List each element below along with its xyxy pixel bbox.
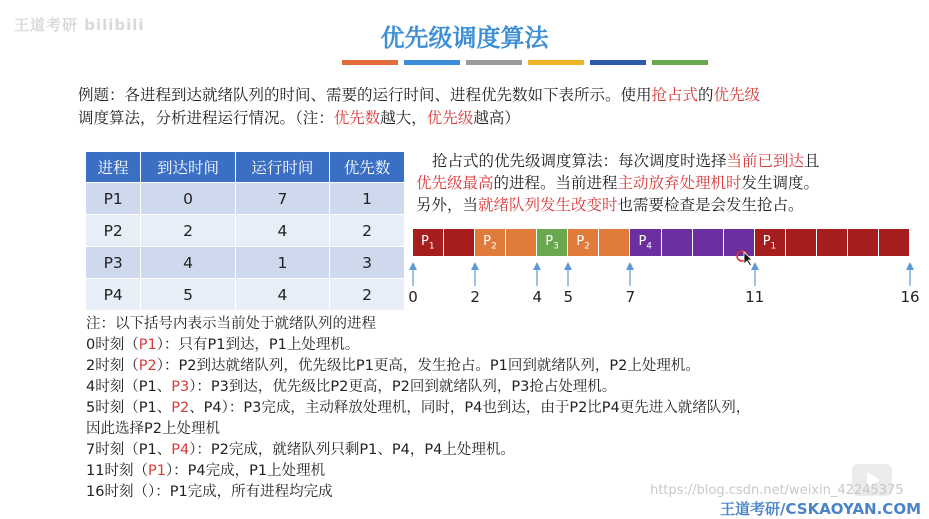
note-line xyxy=(86,335,906,356)
note-line xyxy=(86,440,906,461)
note-highlight: P1 xyxy=(147,463,166,479)
gantt-cell-p4 xyxy=(662,229,693,256)
cell: P3 xyxy=(86,247,141,279)
note-text: 16时刻（）：P1完成，所有进程均完成 xyxy=(86,484,333,500)
desc-highlight: 就绪队列发生改变时 xyxy=(478,196,618,214)
time-tick-arrow-icon xyxy=(563,262,573,286)
time-tick-label: 16 xyxy=(900,288,920,306)
gantt-cell-p1 xyxy=(755,229,786,256)
desc-text: 另外，当 xyxy=(416,196,479,214)
note-text: 因此选择P2上处理机 xyxy=(86,421,220,437)
desc-text: 且 xyxy=(804,152,820,170)
intro-highlight: 优先级 xyxy=(713,86,761,104)
note-text: 注：以下括号内表示当前处于就绪队列的进程 xyxy=(86,316,376,332)
note-text: ）：P3到达，优先级比P2更高，P2回到就绪队列，P3抢占处理机。 xyxy=(189,379,617,395)
note-line xyxy=(86,419,906,440)
desc-text: 也需要检查是会发生抢占。 xyxy=(617,196,804,214)
header-arrival: 到达时间 xyxy=(141,152,235,183)
title-color-bar xyxy=(590,60,646,65)
cell: P4 xyxy=(86,279,141,311)
intro-highlight: 优先级 xyxy=(426,109,474,127)
time-tick-arrow-icon xyxy=(905,262,915,286)
header-priority: 优先数 xyxy=(330,152,405,183)
note-line xyxy=(86,377,906,398)
cell: 4 xyxy=(235,279,329,311)
time-tick-label: 5 xyxy=(563,288,574,306)
cell: 2 xyxy=(330,215,405,247)
process-table xyxy=(85,151,405,311)
title-color-bar xyxy=(528,60,584,65)
gantt-segment-label: $P_3$ xyxy=(545,234,559,252)
note-text: 、P4）：P3完成，主动释放处理机，同时，P4也到达，由于P2比P4更先进入就绪队列， xyxy=(189,400,751,416)
timeline-notes xyxy=(86,314,906,503)
preemptive-description xyxy=(416,150,916,216)
note-line xyxy=(86,356,906,377)
note-highlight: P2 xyxy=(138,358,157,374)
cell: 7 xyxy=(235,183,329,215)
gantt-cell-p1 xyxy=(786,229,817,256)
note-highlight: P1 xyxy=(138,337,157,353)
gantt-cell-p2 xyxy=(599,229,630,256)
page-title: 优先级调度算法 xyxy=(380,24,549,52)
cell: 4 xyxy=(141,247,235,279)
gantt-cell-p4 xyxy=(693,229,724,256)
desc-highlight: 优先级最高 xyxy=(416,174,494,192)
gantt-segment-label: $P_1$ xyxy=(762,234,777,252)
intro-text: 越大， xyxy=(380,109,427,127)
cell: 4 xyxy=(235,215,329,247)
title-color-bar xyxy=(466,60,522,65)
cell: 0 xyxy=(141,183,235,215)
time-tick-label: 11 xyxy=(745,288,765,306)
cell: 3 xyxy=(330,247,405,279)
time-tick-label: 7 xyxy=(625,288,636,306)
intro-text: 调度算法，分析进程运行情况。（注： xyxy=(78,109,334,127)
gantt-cell-p2 xyxy=(506,229,537,256)
title-color-bar xyxy=(342,60,398,65)
note-text: 7时刻（P1、 xyxy=(86,442,172,458)
note-highlight: P3 xyxy=(171,379,190,395)
note-text: ）：P4完成，P1上处理机 xyxy=(165,463,326,479)
cell: 2 xyxy=(330,279,405,311)
gantt-cell-p1 xyxy=(848,229,879,256)
gantt-cell-p1 xyxy=(817,229,848,256)
gantt-cell-p2 xyxy=(568,229,599,256)
desc-highlight: 当前已到达 xyxy=(726,152,805,170)
gantt-cell-p1 xyxy=(413,229,444,256)
table-row xyxy=(86,247,405,279)
gantt-segment-label: $P_2$ xyxy=(576,234,590,252)
note-text: ）：只有P1到达，P1上处理机。 xyxy=(156,337,360,353)
note-line xyxy=(86,461,906,482)
intro-paragraph xyxy=(78,84,878,130)
note-text: 5时刻（P1、 xyxy=(86,400,172,416)
gantt-cell-p3 xyxy=(537,229,568,256)
intro-highlight: 优先数 xyxy=(333,109,381,127)
time-tick-label: 0 xyxy=(408,288,418,306)
table-row xyxy=(86,215,405,247)
gantt-cell-p2 xyxy=(475,229,506,256)
header-process: 进程 xyxy=(86,152,141,183)
cell: P2 xyxy=(86,215,141,247)
note-line xyxy=(86,314,906,335)
bilibili-watermark: 王道考研 bilibili xyxy=(14,16,145,34)
intro-highlight: 抢占式 xyxy=(651,86,699,104)
cell: 1 xyxy=(330,183,405,215)
title-color-bar xyxy=(404,60,460,65)
title-color-bar xyxy=(652,60,708,65)
gantt-segment-label: $P_2$ xyxy=(483,234,497,252)
brand-footer: 王道考研/CSKAOYAN.COM xyxy=(720,500,921,518)
note-highlight: P4 xyxy=(171,442,190,458)
time-tick-arrow-icon xyxy=(625,262,635,286)
gantt-cell-p4 xyxy=(630,229,661,256)
pointer-cursor-icon xyxy=(736,249,754,267)
note-text: 4时刻（P1、 xyxy=(86,379,172,395)
note-text: ）：P2完成，就绪队列只剩P1、P4，P4上处理机。 xyxy=(189,442,515,458)
gantt-cell-p1 xyxy=(444,229,475,256)
table-row xyxy=(86,279,405,311)
gantt-segment-label: $P_1$ xyxy=(421,234,435,252)
csdn-watermark: https://blog.csdn.net/weixin_42245375 xyxy=(650,483,904,498)
note-text: 11时刻（ xyxy=(86,463,148,479)
time-tick-arrow-icon xyxy=(470,262,480,286)
cell: 1 xyxy=(235,247,329,279)
note-text: 0时刻（ xyxy=(86,337,139,353)
header-runtime: 运行时间 xyxy=(235,152,329,183)
intro-text: 例题：各进程到达就绪队列的时间、需要的运行时间、进程优先数如下表所示。使用 xyxy=(78,86,652,104)
gantt-segment-label: $P_4$ xyxy=(638,234,653,252)
time-tick-arrow-icon xyxy=(408,262,418,286)
time-tick-label: 4 xyxy=(532,288,543,306)
note-text: 2时刻（ xyxy=(86,358,139,374)
note-highlight: P2 xyxy=(171,400,190,416)
cell: P1 xyxy=(86,183,141,215)
desc-text: 发生调度。 xyxy=(741,174,820,192)
desc-text: 的进程。当前进程 xyxy=(493,174,618,192)
cell: 5 xyxy=(141,279,235,311)
desc-highlight: 主动放弃处理机时 xyxy=(617,174,742,192)
intro-text: 的 xyxy=(698,86,714,104)
table-row xyxy=(86,183,405,215)
note-line xyxy=(86,398,906,419)
table-header-row xyxy=(86,152,405,183)
intro-text: 越高） xyxy=(473,109,520,127)
time-tick-arrow-icon xyxy=(532,262,542,286)
cell: 2 xyxy=(141,215,235,247)
desc-text: 抢占式的优先级调度算法：每次调度时选择 xyxy=(432,152,727,170)
time-tick-label: 2 xyxy=(470,288,480,306)
note-text: ）：P2到达就绪队列，优先级比P1更高，发生抢占。P1回到就绪队列，P2上处理机。 xyxy=(156,358,700,374)
gantt-cell-p1 xyxy=(879,229,910,256)
